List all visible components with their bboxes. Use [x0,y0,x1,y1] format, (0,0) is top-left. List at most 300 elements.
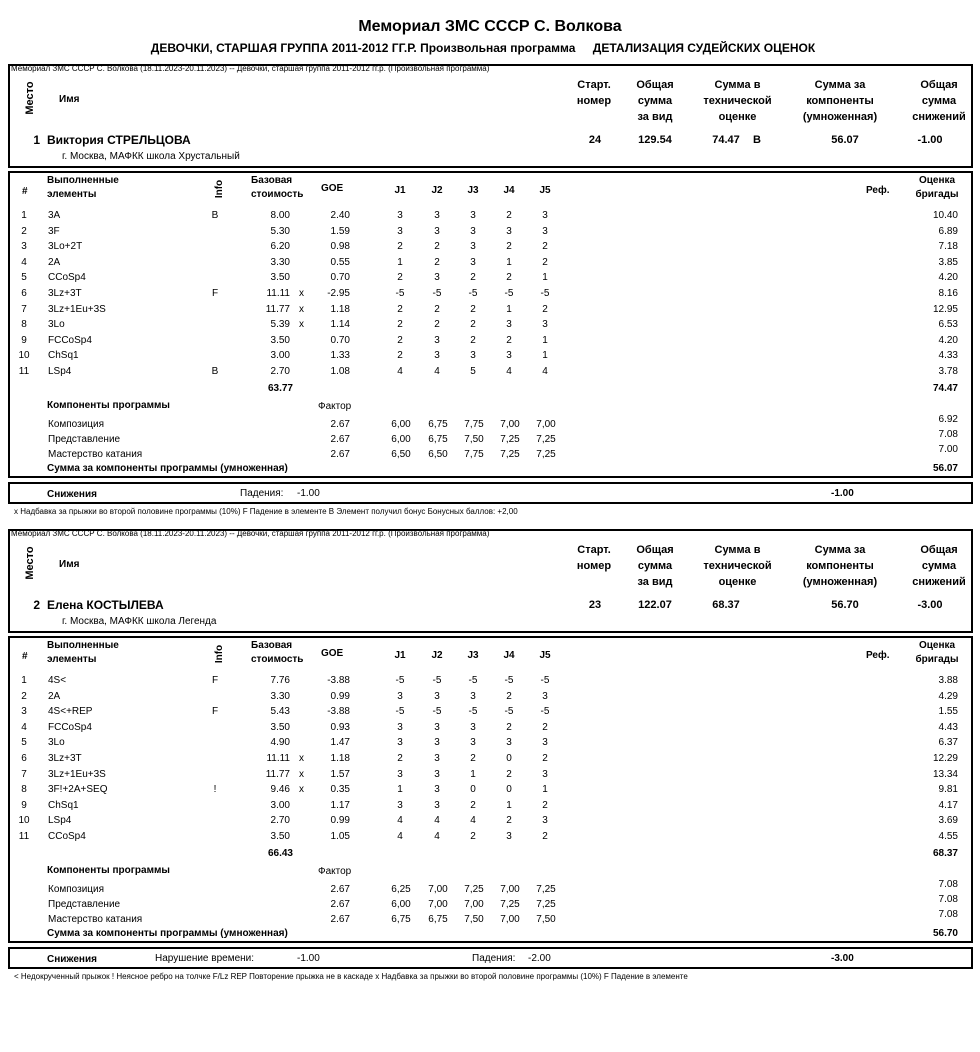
element-judge-4: 3 [506,737,512,749]
element-panel-score: 8.16 [938,288,958,299]
pcs-score: 56.07 [831,134,859,146]
component-judge-5: 7,25 [536,899,556,910]
element-goe: 1.33 [330,350,350,362]
place-header: Место [24,81,36,115]
component-factor: 2.67 [330,884,350,895]
pcs-header-line: Сумма за [814,544,866,556]
pcs-total-label: Сумма за компоненты программы (умноженная) [47,928,288,939]
element-panel-score: 12.95 [932,303,958,315]
element-goe: 0.70 [330,334,350,346]
element-judge-4: 2 [506,334,512,346]
element-judge-4: 2 [506,241,512,253]
total-score-header-line: Общая [636,544,674,556]
total-score: 129.54 [638,134,672,146]
element-base: 3.50 [270,334,290,346]
start-number-header-line: номер [576,560,612,572]
base-value-total: 66.43 [267,848,293,859]
skater-rank: 2 [33,598,40,612]
elements-header-line: элементы [47,189,97,200]
element-code: CCoSp4 [48,272,86,284]
element-bonus-mark: x [299,753,304,764]
judge-header-2: J2 [431,185,443,196]
element-judge-3: 4 [470,815,476,827]
element-goe: 1.18 [330,753,350,764]
element-base: 9.46 [270,784,290,796]
element-base: 11.11 [266,288,290,299]
judge-header-5: J5 [539,185,551,196]
deductions-total-header-line: Общая [920,544,958,556]
pcs-score: 56.70 [831,599,859,611]
component-judge-3: 7,00 [464,899,484,910]
deductions-total-header-line: снижений [912,576,966,588]
element-code: 3Lo+2T [48,241,83,253]
judge-header-3: J3 [467,650,479,661]
element-judge-5: 3 [542,225,548,237]
start-number-header [565,542,623,574]
base-value-header-line: Базовая [251,175,293,186]
element-number: 10 [18,350,30,362]
elements-header [47,639,167,667]
component-judge-5: 7,25 [536,884,556,895]
element-goe: -3.88 [327,706,350,718]
element-judge-5: -5 [540,288,550,299]
element-code: ChSq1 [48,799,79,811]
name-header: Имя [59,559,80,570]
element-judge-3: -5 [468,675,478,686]
element-judge-1: 2 [397,753,403,764]
element-judge-1: 3 [397,225,403,237]
element-info: B [211,210,219,221]
legend-note: < Недокрученный прыжок ! Неясное ребро на толчке F/Lz REP Повторение прыжка не в каскаде x Надбавка за прыжки во второй половине программы (10%) F Падение в элементе [14,972,688,981]
element-judge-1: 2 [397,241,403,253]
component-name: Мастерство катания [48,914,143,925]
total-score-header-line: сумма [637,560,673,572]
element-code: 3F!+2A+SEQ [48,784,108,796]
deductions-total-header-line: сумма [921,95,957,107]
element-judge-2: 3 [434,737,440,749]
element-panel-score: 4.43 [938,721,958,733]
element-base: 5.43 [270,706,290,718]
component-score: 7.00 [938,444,958,455]
component-factor: 2.67 [330,449,350,460]
element-goe: 1.05 [330,831,350,842]
element-judge-2: -5 [432,706,442,718]
element-code: FCCoSp4 [48,334,92,346]
element-judge-5: 2 [542,799,548,811]
element-panel-score: 3.88 [938,675,958,686]
element-judge-1: 2 [397,319,403,331]
element-panel-score: 6.53 [938,319,958,331]
component-judge-3: 7,75 [464,419,484,430]
components-header: Компоненты программы [47,865,170,876]
element-goe: 0.70 [330,272,350,284]
element-judge-2: 3 [434,768,440,780]
judge-header-3: J3 [467,185,479,196]
element-judge-1: 4 [397,831,403,842]
element-judge-5: 2 [542,831,548,842]
element-base: 3.50 [270,272,290,284]
element-judge-3: 2 [470,319,476,331]
element-panel-score: 4.55 [938,831,958,842]
element-judge-5: 1 [542,272,548,284]
pcs-header-line: Сумма за [814,79,866,91]
panel-score-header-line: Оценка [918,175,956,186]
element-goe: 2.40 [330,210,350,221]
skater-name: Елена КОСТЫЛЕВА [47,598,164,612]
element-judge-5: 3 [542,737,548,749]
deductions-total: -3.00 [831,953,854,964]
pcs-header-line: (умноженная) [802,576,878,588]
page-title: Мемориал ЗМС СССР С. Волкова [358,18,622,35]
element-judge-5: 3 [542,210,548,221]
element-judge-1: -5 [395,675,405,686]
component-judge-4: 7,00 [500,884,520,895]
element-judge-2: 3 [434,721,440,733]
element-number: 7 [21,768,27,780]
pcs-total: 56.70 [932,928,958,939]
component-judge-1: 6,25 [391,884,411,895]
page-subtitle [0,41,980,55]
element-goe: 1.57 [330,768,350,780]
element-judge-1: 3 [397,690,403,702]
pcs-header [790,542,890,590]
element-judge-3: 3 [470,350,476,362]
element-code: LSp4 [48,815,72,827]
component-score: 7.08 [938,909,958,920]
start-number-header-line: номер [576,95,612,107]
deduction-value: -2.00 [528,953,551,964]
element-panel-score: 6.89 [938,225,958,237]
element-judge-1: 4 [397,815,403,827]
tes-header-line: технической [703,560,772,572]
element-judge-2: 3 [434,272,440,284]
element-goe: 0.55 [330,256,350,268]
element-info: B [211,366,219,377]
element-number: 5 [21,737,27,749]
component-judge-3: 7,50 [464,914,484,925]
element-number: 7 [21,303,27,315]
component-judge-5: 7,25 [536,449,556,460]
element-number: 3 [21,241,27,253]
pcs-total-label: Сумма за компоненты программы (умноженная) [47,463,288,474]
element-base: 11.11 [266,753,290,764]
tes-bonus-flag: B [753,134,761,146]
element-number: 2 [21,690,27,702]
element-code: ChSq1 [48,350,79,362]
component-judge-5: 7,25 [536,434,556,445]
element-judge-4: 1 [506,256,512,268]
element-goe: 1.59 [330,225,350,237]
num-header: # [22,651,28,662]
total-score-header-line: за вид [637,576,673,588]
element-bonus-mark: x [299,288,304,299]
element-judge-5: 2 [542,241,548,253]
component-name: Композиция [48,419,105,430]
element-judge-2: 3 [434,350,440,362]
element-panel-score: 9.81 [938,784,958,796]
element-code: 3Lo [48,737,65,749]
element-goe: 1.14 [330,319,350,331]
element-panel-score: 4.20 [938,272,958,284]
base-value-header-line: стоимость [251,654,304,665]
tes-total: 68.37 [932,848,958,859]
element-judge-1: -5 [395,706,405,718]
element-judge-5: 2 [542,753,548,764]
component-factor: 2.67 [330,419,350,430]
element-judge-4: 2 [506,690,512,702]
element-judge-3: 3 [470,721,476,733]
base-value-header-line: Базовая [251,640,293,651]
judge-header-2: J2 [431,650,443,661]
element-code: 4S<+REP [48,706,93,718]
deduction-value: -1.00 [297,953,320,964]
component-judge-4: 7,00 [500,914,520,925]
event-info: Мемориал ЗМС СССР С. Волкова (18.11.2023-20.11.2023) -- Девочки, старшая группа 2011-2012 гг.р. (Произвольная программа) [11,529,490,538]
pcs-header [790,77,890,125]
element-base: 3.30 [270,690,290,702]
component-judge-4: 7,00 [500,419,520,430]
elements-box [8,636,973,943]
element-base: 3.00 [270,350,290,362]
element-goe: 1.17 [330,799,350,811]
component-factor: 2.67 [330,899,350,910]
pcs-total: 56.07 [932,463,958,474]
factor-header: Фактор [318,401,352,412]
element-base: 5.39 [270,319,290,331]
info-header: Info [214,644,225,664]
element-info: F [211,675,219,686]
total-score-header-line: за вид [637,111,673,123]
element-panel-score: 3.69 [938,815,958,827]
component-judge-2: 6,75 [428,914,448,925]
element-panel-score: 10.40 [932,210,958,221]
element-judge-4: 2 [506,210,512,221]
element-number: 2 [21,225,27,237]
element-number: 3 [21,706,27,718]
start-number-header-line: Старт. [577,544,611,556]
skater-rank: 1 [33,133,40,147]
element-judge-4: 2 [506,815,512,827]
element-judge-1: 3 [397,737,403,749]
element-base: 3.00 [270,799,290,811]
pcs-header-line: (умноженная) [802,111,878,123]
deductions-total-header [904,542,974,590]
element-number: 4 [21,721,27,733]
element-panel-score: 6.37 [938,737,958,749]
element-judge-2: 3 [434,799,440,811]
element-judge-3: 2 [470,303,476,315]
deduction-label: Падения: [472,953,516,964]
element-goe: -2.95 [327,288,350,299]
element-goe: 0.98 [330,241,350,253]
component-name: Мастерство катания [48,449,143,460]
pcs-header-line: компоненты [806,95,874,107]
element-judge-3: -5 [468,288,478,299]
place-header: Место [24,546,36,580]
component-judge-1: 6,00 [391,419,411,430]
element-judge-2: 3 [434,334,440,346]
element-number: 8 [21,784,27,796]
deductions-total-header [904,77,974,125]
component-judge-4: 7,25 [500,899,520,910]
element-judge-5: 3 [542,815,548,827]
panel-score-header-line: бригады [915,654,959,665]
element-panel-score: 4.33 [938,350,958,362]
element-base: 8.00 [270,210,290,221]
total-score: 122.07 [638,599,672,611]
component-judge-3: 7,50 [464,434,484,445]
element-judge-3: 2 [470,831,476,842]
element-judge-4: 3 [506,319,512,331]
deductions-total-header-line: Общая [920,79,958,91]
element-judge-1: 2 [397,303,403,315]
element-code: 3A [48,210,61,221]
component-score: 7.08 [938,894,958,905]
deductions-label: Снижения [47,954,97,965]
element-bonus-mark: x [299,768,304,780]
element-judge-1: 3 [397,721,403,733]
element-judge-3: 3 [470,241,476,253]
element-judge-1: 3 [397,768,403,780]
tes-header-line: технической [703,95,772,107]
element-judge-5: 1 [542,334,548,346]
element-judge-2: 4 [434,815,440,827]
judge-header-1: J1 [394,650,406,661]
component-judge-3: 7,75 [464,449,484,460]
component-judge-1: 6,00 [391,434,411,445]
deduction-value: -1.00 [297,488,320,499]
element-judge-3: 5 [470,366,476,377]
element-base: 3.30 [270,256,290,268]
skater-club: г. Москва, МАФКК школа Хрустальный [62,151,240,162]
element-judge-4: -5 [504,675,514,686]
total-score-header-line: Общая [636,79,674,91]
element-bonus-mark: x [299,319,304,331]
element-code: LSp4 [48,366,72,377]
element-base: 4.90 [270,737,290,749]
element-code: 4S< [48,675,67,686]
judge-header-5: J5 [539,650,551,661]
element-judge-2: 4 [434,831,440,842]
element-number: 11 [18,831,30,842]
element-judge-3: 2 [470,334,476,346]
component-judge-2: 6,75 [428,419,448,430]
element-judge-4: 3 [506,831,512,842]
element-judge-2: 3 [434,753,440,764]
deductions-label: Снижения [47,489,97,500]
panel-score-header [905,639,969,667]
element-base: 5.30 [270,225,290,237]
element-goe: 0.99 [330,690,350,702]
element-number: 1 [21,210,27,221]
element-judge-4: 1 [506,799,512,811]
component-judge-4: 7,25 [500,434,520,445]
tes-header-line: оценке [718,576,757,588]
element-judge-1: 2 [397,334,403,346]
element-bonus-mark: x [299,303,304,315]
element-judge-1: 3 [397,210,403,221]
element-judge-5: -5 [540,675,550,686]
element-judge-2: 3 [434,210,440,221]
element-base: 2.70 [270,815,290,827]
element-bonus-mark: x [299,784,304,796]
component-judge-2: 7,00 [428,884,448,895]
elements-header-line: Выполненные [47,640,119,651]
base-value-header [251,174,321,202]
tes-header-line: Сумма в [714,79,761,91]
event-info: Мемориал ЗМС СССР С. Волкова (18.11.2023-20.11.2023) -- Девочки, старшая группа 2011-2012 гг.р. (Произвольная программа) [11,64,490,73]
component-judge-5: 7,00 [536,419,556,430]
element-base: 3.50 [270,831,290,842]
name-header: Имя [59,94,80,105]
element-judge-2: 2 [434,303,440,315]
total-score-header [626,542,684,590]
element-judge-2: 2 [434,256,440,268]
tes-header-line: оценке [718,111,757,123]
start-number-header [565,77,623,109]
component-judge-5: 7,50 [536,914,556,925]
element-number: 9 [21,334,27,346]
referee-header: Реф. [866,185,890,196]
element-judge-1: 2 [397,272,403,284]
element-panel-score: 4.17 [938,799,958,811]
element-judge-3: 3 [470,690,476,702]
skater-club: г. Москва, МАФКК школа Легенда [62,616,217,627]
deductions-score: -1.00 [917,134,943,146]
element-judge-4: 2 [506,272,512,284]
element-panel-score: 1.55 [938,706,958,718]
deductions-total-header-line: снижений [912,111,966,123]
component-factor: 2.67 [330,914,350,925]
element-judge-5: 4 [542,366,548,377]
element-base: 2.70 [270,366,290,377]
tes-score: 68.37 [712,599,740,611]
element-judge-2: 4 [434,366,440,377]
element-code: 3Lo [48,319,65,331]
element-code: CCoSp4 [48,831,86,842]
goe-header: GOE [321,183,344,194]
element-judge-2: -5 [432,675,442,686]
element-number: 5 [21,272,27,284]
element-judge-4: 1 [506,303,512,315]
element-base: 3.50 [270,721,290,733]
element-code: 3Lz+3T [48,753,82,764]
elements-box [8,171,973,478]
deduction-label: Нарушение времени: [155,953,255,964]
element-judge-4: -5 [504,706,514,718]
component-score: 7.08 [938,429,958,440]
judge-header-1: J1 [394,185,406,196]
element-judge-5: 3 [542,319,548,331]
component-score: 7.08 [938,879,958,890]
element-code: 3F [48,225,60,237]
element-number: 9 [21,799,27,811]
element-judge-5: 2 [542,303,548,315]
element-judge-4: 0 [506,784,512,796]
element-judge-2: 3 [434,690,440,702]
element-judge-3: -5 [468,706,478,718]
elements-header [47,174,167,202]
element-base: 7.76 [270,675,290,686]
tes-total: 74.47 [932,383,958,394]
element-base: 6.20 [270,241,290,253]
element-number: 6 [21,753,27,764]
deduction-label: Падения: [240,488,284,499]
component-judge-1: 6,50 [391,449,411,460]
element-code: 3Lz+1Eu+3S [48,303,106,315]
element-goe: 1.08 [330,366,350,377]
component-name: Представление [48,899,121,910]
